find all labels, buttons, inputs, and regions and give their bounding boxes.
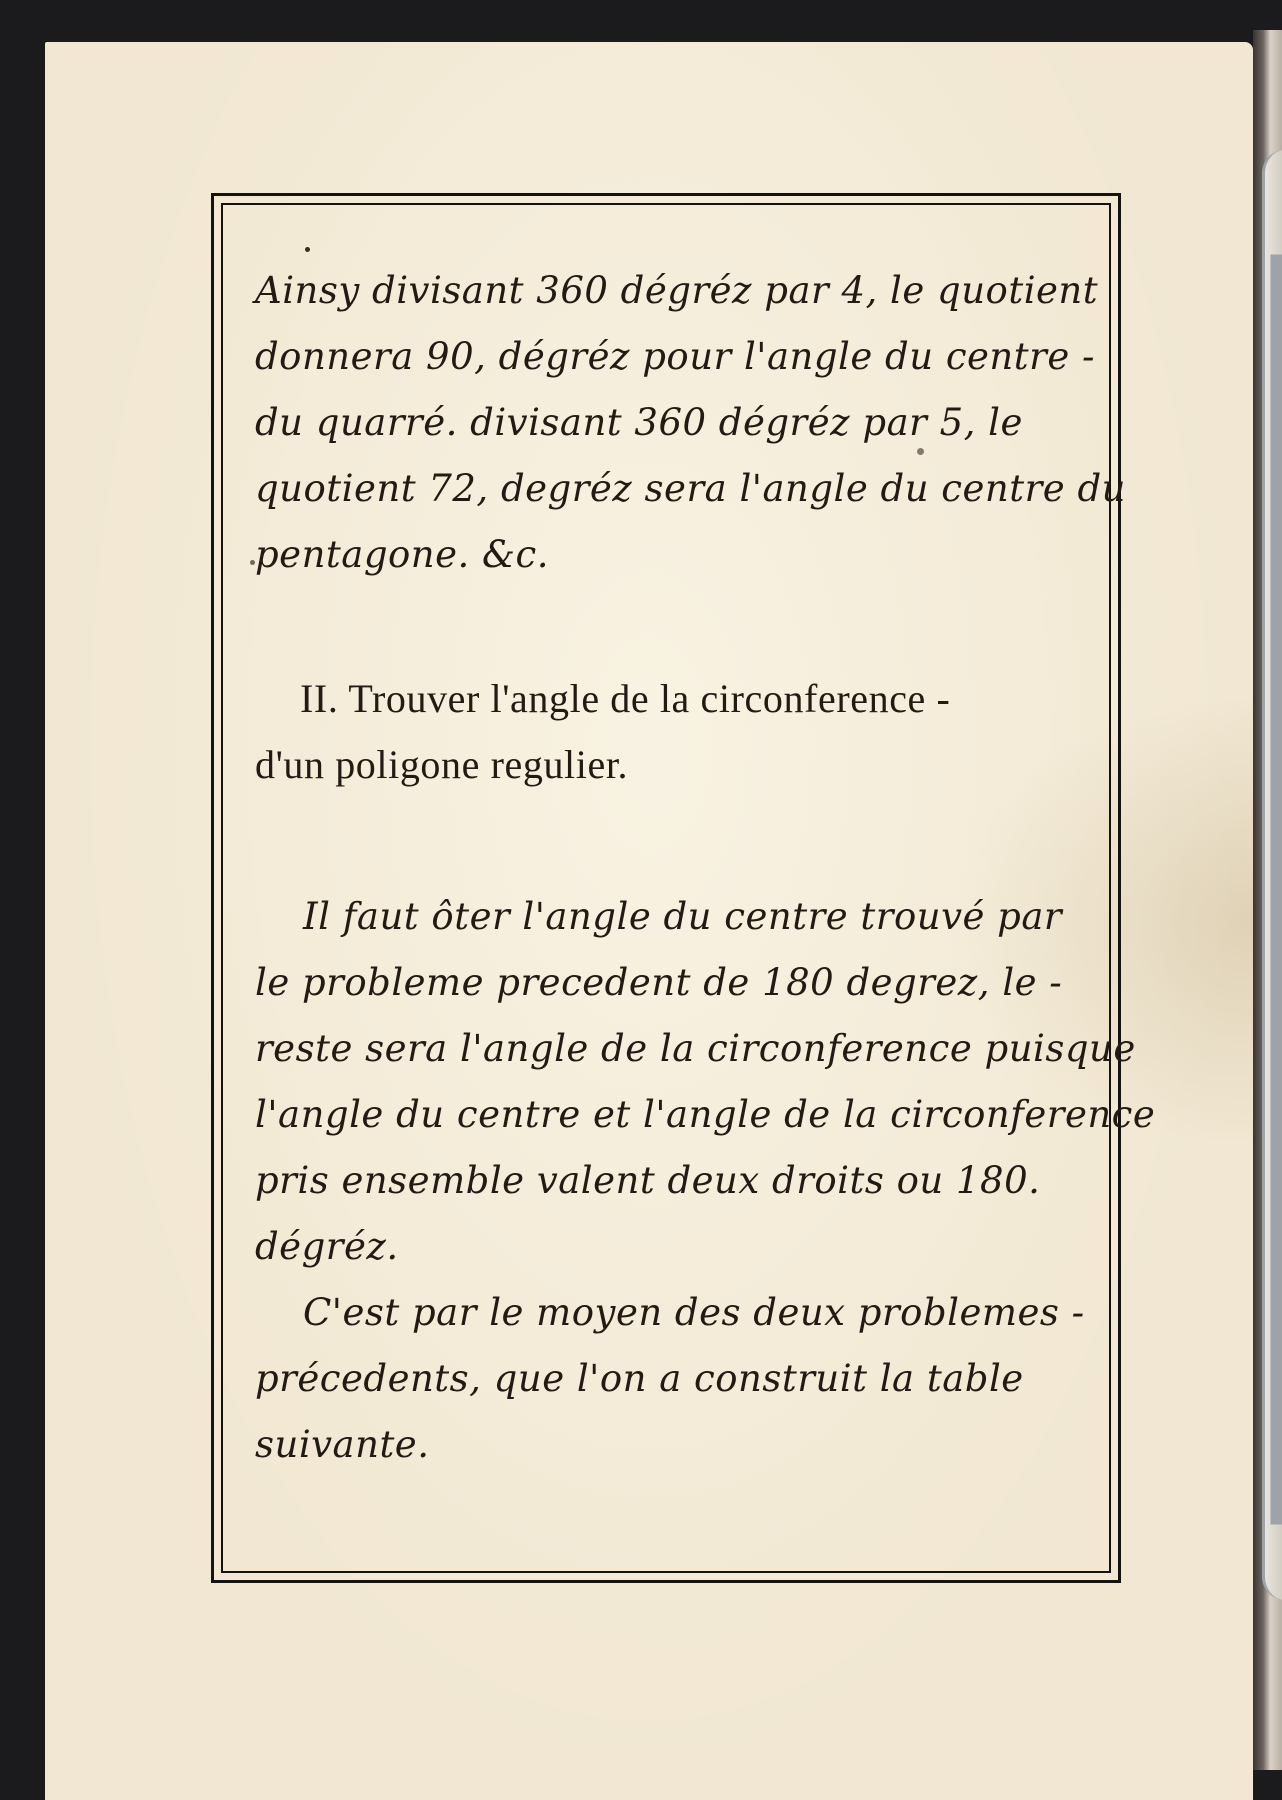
heading-line: d'un poligone regulier. bbox=[255, 742, 629, 787]
paragraph-1 bbox=[255, 258, 1126, 588]
paragraph-3 bbox=[255, 1280, 1095, 1478]
text-line: dégréz. bbox=[255, 1225, 399, 1268]
text-line: Ainsy divisant 360 dégréz par 4, le quotient bbox=[255, 269, 1099, 312]
text-line: l'angle du centre et l'angle de la circonference bbox=[255, 1093, 1156, 1136]
text-line: précedents, que l'on a construit la table bbox=[255, 1357, 1024, 1400]
text-line: C'est par le moyen des deux problemes - bbox=[303, 1291, 1085, 1334]
paragraph-spacer bbox=[255, 798, 1095, 884]
text-line: le probleme precedent de 180 degrez, le - bbox=[255, 961, 1063, 1004]
text-line: quotient 72, degréz sera l'angle du centre du bbox=[255, 467, 1126, 510]
text-line: pentagone. &c. bbox=[255, 533, 549, 576]
ink-speck bbox=[305, 247, 310, 252]
heading-line: II. Trouver l'angle de la circonference - bbox=[300, 676, 951, 721]
manuscript-text bbox=[255, 258, 1156, 1478]
text-line: donnera 90, dégréz pour l'angle du centre - bbox=[255, 335, 1095, 378]
paragraph-spacer bbox=[255, 588, 1095, 666]
text-line: Il faut ôter l'angle du centre trouvé par bbox=[303, 895, 1063, 938]
text-line: suivante. bbox=[255, 1423, 430, 1466]
paragraph-2 bbox=[255, 884, 1156, 1280]
section-heading bbox=[255, 666, 1095, 798]
adjacent-page-curl bbox=[1262, 150, 1282, 1600]
text-line: du quarré. divisant 360 dégréz par 5, le bbox=[255, 401, 1023, 444]
text-line: pris ensemble valent deux droits ou 180. bbox=[255, 1159, 1041, 1202]
text-line: reste sera l'angle de la circonference puisque bbox=[255, 1027, 1136, 1070]
